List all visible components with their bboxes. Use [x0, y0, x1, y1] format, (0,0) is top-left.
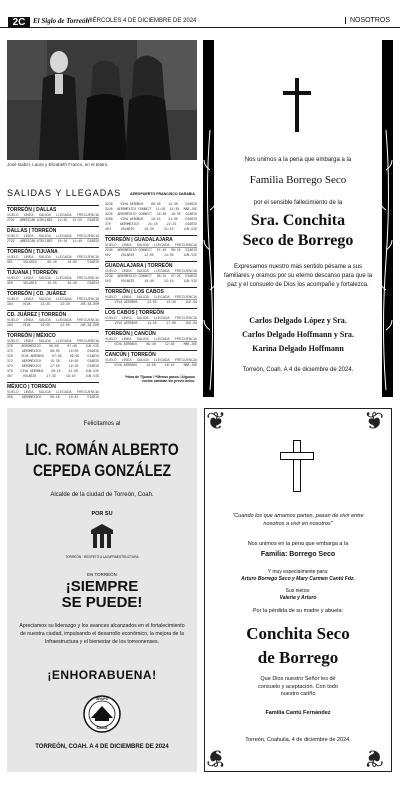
flight-cell: 13:10: [163, 279, 174, 283]
flight-cell: 13:00: [146, 363, 156, 367]
flight-column-header: FRECUENCIA: [174, 269, 197, 273]
flight-cell: 16:10: [164, 363, 175, 367]
black-obit-signer-2: Carlos Delgado Hoffmann y Sra.: [242, 330, 354, 339]
flight-cell: 184: [7, 302, 13, 306]
flight-cell: 11:40: [72, 239, 83, 243]
flight-cell: 19:15: [150, 217, 161, 221]
flight-row: [105, 321, 197, 326]
flight-column-header: FRECUENCIA: [174, 337, 197, 341]
flight-cell: AEROMÉXICO: [119, 222, 139, 226]
flight-column-header: SALIDA: [136, 316, 149, 320]
flight-route-title: CD. JUÁREZ | TORREÓN: [7, 310, 99, 318]
flight-column-header: LÍNEA: [23, 213, 34, 217]
flight-cell: DIARIO: [87, 218, 99, 222]
flight-cell: VIVA AEROBUS: [120, 217, 144, 221]
flight-route-title: GUADALAJARA | TORREÓN: [105, 261, 197, 269]
flight-route-title: LOS CABOS | TORREÓN: [105, 308, 197, 316]
flight-cell: 13:30: [166, 300, 176, 304]
page-number: 2C: [8, 17, 30, 28]
flight-column-header: LÍNEA: [121, 316, 132, 320]
flight-column-header: VUELO: [105, 269, 117, 273]
flight-column-header: FRECUENCIA: [76, 213, 99, 217]
ornate-name-2: de Borrego: [257, 648, 339, 667]
flight-row: [105, 279, 197, 284]
flight-column-header: LLEGADA: [56, 234, 72, 238]
flight-cell: 07:40: [156, 248, 167, 252]
flight-cell: 183: [7, 323, 13, 327]
flight-cell: 358: [7, 395, 13, 399]
flight-cell: 12:05: [144, 253, 154, 257]
flight-cell: 14:30: [169, 207, 180, 211]
flight-column-header: FRECUENCIA: [76, 390, 99, 394]
flight-row: [7, 218, 99, 223]
flight-column-header: VUELO: [105, 316, 117, 320]
flight-cell: 3240: [105, 202, 113, 206]
flight-cell: AEROMÉXICO: [21, 344, 41, 348]
flight-column-header: FRECUENCIA: [76, 255, 99, 259]
header-date: MIÉRCOLES 4 DE DICIEMBRE DE 2024: [86, 18, 197, 24]
flight-cell: 502: [105, 253, 111, 257]
flight-column-header: SALIDA: [38, 390, 51, 394]
black-obit-name-1: Sra. Conchita: [250, 212, 346, 229]
flight-column-header: FRECUENCIA: [76, 234, 99, 238]
flight-column-header: SALIDA: [38, 276, 51, 280]
flight-column-header: VUELO: [7, 390, 19, 394]
slogan-2: SE PUEDE!: [61, 594, 143, 611]
black-obit-name-2: Seco de Borrego: [242, 232, 354, 249]
flight-column-header: SALIDA: [38, 318, 51, 322]
flight-cell: AEROMÉXICO CONNECT: [117, 212, 152, 216]
flight-column-header: FRECUENCIA: [174, 316, 197, 320]
black-obit-signer-1: Carlos Delgado López y Sra.: [249, 316, 347, 325]
logo-caption: TORREÓN · RESPETO A LA INFRAESTRUCTURA: [65, 555, 139, 559]
flight-cell: 400: [7, 281, 13, 285]
flight-column-header: LÍNEA: [121, 243, 132, 247]
congrats-text: Apreciamos su liderazgo y los avances alcanzados en el fortalecimiento de nuestra ciudad, impulsando el desarrollo económico, la mejora de la Infraestructura y el bienestar de los torreonenses.: [19, 623, 185, 645]
flight-cell: 10:45: [68, 395, 79, 399]
flight-cell: 19:20: [68, 364, 79, 368]
flight-column-header: LLEGADA: [56, 213, 72, 217]
flight-cell: DIARIO: [87, 239, 99, 243]
enhorabuena: ¡ENHORABUENA!: [47, 668, 157, 682]
flight-column-header: LLEGADA: [154, 269, 170, 273]
cross-icon: [283, 78, 311, 132]
flight-cell: VOLARIS: [120, 279, 135, 283]
black-obit-message: Expresamos nuestro más sentido pésame a sus familiares y oramos por su eterno descanso para que la paz y el consuelo de Dios los acompañe y fortalezca.: [223, 264, 373, 288]
flight-cell: 13:25: [40, 302, 51, 306]
flight-cell: 09:10: [47, 260, 57, 264]
flight-cell: VIVA: [22, 323, 31, 327]
flight-cell: LUN-VIE: [183, 253, 197, 257]
flight-cell: 19:20: [144, 227, 154, 231]
ornate-intro: Nos unimos en la pena que embarga a la: [247, 541, 349, 547]
flight-cell: 20:20: [67, 281, 77, 285]
flight-cell: 320: [7, 354, 13, 358]
flight-row: [7, 302, 99, 307]
flight-column-header: LLEGADA: [56, 297, 72, 301]
ornate-place-date: Torreón, Coahuila, 4 de diciembre de 2024.: [245, 737, 351, 743]
flight-cell: DIARIO: [87, 364, 99, 368]
flights-table: [7, 182, 197, 397]
flight-cell: 10:40: [144, 279, 154, 283]
flight-route-title: TORREÓN | GUADALAJARA: [105, 235, 197, 243]
flight-cell: VOLARIS: [23, 260, 37, 264]
flight-cell: AEROMÉXICO: [21, 364, 41, 368]
flight-row: [7, 281, 99, 286]
flight-cell: 07:30: [52, 354, 62, 358]
photo-image: [7, 40, 197, 160]
flight-cell: 08:55: [171, 248, 181, 252]
flight-cell: JUE-SÁ: [185, 300, 197, 304]
ornate-loss: Por la pérdida de su madre y abuela:: [252, 608, 344, 614]
flight-cell: 10:10: [57, 239, 68, 243]
flight-cell: MAR-JUE: [183, 342, 197, 346]
flight-cell: 16:30: [156, 212, 167, 216]
black-obit-intro: Nos unimos a la pena que embarga a la: [244, 157, 352, 163]
flights-title: SALIDAS Y LLEGADAS: [7, 188, 122, 198]
ornate-nietos: Valeria y Arturo: [279, 595, 317, 601]
flight-column-header: LÍNEA: [23, 234, 34, 238]
flight-column-header: LÍNEA: [121, 358, 132, 362]
flight-cell: MAR-JUE: [183, 207, 197, 211]
black-obit-sentence: por el sensible fallecimiento de la: [253, 200, 343, 206]
ornate-quote: "Cuando los que amamos parten, pasan de vivir entre nosotros a vivir en nosotros": [232, 513, 364, 527]
flight-cell: 12:05: [147, 300, 157, 304]
flight-cell: 370: [7, 369, 13, 373]
flight-column-header: VUELO: [105, 295, 117, 299]
flight-column-header: SALIDA: [136, 337, 149, 341]
flight-cell: 12:00: [60, 323, 70, 327]
ornate-family: Familia: Borrego Seco: [260, 551, 336, 558]
flight-route-title: TIJUANA | TORREÓN: [7, 268, 99, 276]
flight-column-header: LLEGADA: [154, 337, 170, 341]
flight-route-title: CANCÚN | TORREÓN: [105, 350, 197, 358]
flight-route-title: TORREÓN | CD. JUÁREZ: [7, 289, 99, 297]
flight-cell: DIARIO: [185, 212, 197, 216]
flight-route-title: TORREÓN | CANCÚN: [105, 329, 197, 337]
flight-column-header: VUELO: [7, 255, 19, 259]
flight-route-title: TORREÓN | TIJUANA: [7, 247, 99, 255]
cross-outline-icon: [280, 440, 314, 492]
flight-cell: 12:40: [168, 202, 178, 206]
flight-column-header: LLEGADA: [56, 339, 72, 343]
flight-cell: 18:05: [171, 212, 181, 216]
ornate-signer: Familia Cantú Fernández: [265, 710, 331, 716]
flight-cell: 407: [7, 374, 13, 378]
flight-cell: JUE-SÁ-DOM: [79, 323, 99, 327]
flight-cell: VOLARIS: [23, 281, 37, 285]
flight-cell: AEROMÉXICO CONNECT: [116, 207, 152, 211]
congrats-name-1: LIC. ROMÁN ALBERTO: [25, 440, 179, 459]
flight-route-title: TORREÓN | MÉXICO: [7, 331, 99, 339]
flight-cell: 3208: [105, 217, 113, 221]
flight-row: [105, 227, 197, 232]
ornate-especial: Y muy especialmente para:: [267, 569, 329, 575]
flight-column-header: SALIDA: [38, 213, 51, 217]
flight-cell: 08:30: [150, 202, 161, 206]
black-obit-signer-3: Karina Delgado Hoffmann: [252, 344, 344, 353]
flight-cell: DIARIO: [87, 281, 99, 285]
flight-cell: 21:00: [168, 217, 178, 221]
flight-column-header: SALIDA: [136, 269, 149, 273]
flight-cell: 21:10: [163, 227, 174, 231]
flight-column-header: VUELO: [7, 234, 19, 238]
flight-cell: DIARIO: [185, 274, 197, 278]
black-obit-place-date: Torreón, Coah. A 4 de diciembre de 2024.: [242, 367, 354, 373]
flight-column-header: FRECUENCIA: [76, 318, 99, 322]
flight-cell: VOLARIS: [22, 374, 37, 378]
flight-column-header: FRECUENCIA: [76, 339, 99, 343]
flight-cell: 3235: [105, 212, 113, 216]
flight-column-header: FRECUENCIA: [174, 295, 197, 299]
flight-column-header: LLEGADA: [154, 295, 170, 299]
flight-column-header: SALIDA: [136, 295, 149, 299]
flight-cell: DIARIO: [185, 248, 197, 252]
flight-cell: 404: [105, 227, 111, 231]
flight-cell: VIVA: [22, 302, 31, 306]
flight-cell: AEROMÉXICO CONNECT: [117, 248, 152, 252]
flight-row: [105, 363, 197, 368]
flight-column-header: SALIDA: [136, 243, 149, 247]
flight-cell: LUN-VIE: [85, 344, 99, 348]
flight-cell: 10:00: [68, 349, 79, 353]
congrats-por-su: POR SU: [91, 511, 113, 517]
flight-cell: VIVA AEROBUS: [120, 202, 144, 206]
flight-cell: VIVA AEROBUS: [114, 300, 138, 304]
flight-cell: 10:55: [40, 323, 51, 327]
flight-cell: 16:50: [68, 359, 79, 363]
flight-cell: 09:40: [146, 342, 156, 346]
flight-column-header: VUELO: [7, 339, 19, 343]
flight-column-header: SALIDA: [38, 234, 51, 238]
flight-cell: AEROMÉXICO CONNECT: [117, 274, 152, 278]
flight-cell: DIARIO: [87, 349, 99, 353]
flight-cell: 10:05: [67, 260, 77, 264]
badge-text: GRUPO: [95, 697, 109, 701]
flight-cell: 373: [7, 364, 13, 368]
flight-row: [7, 239, 99, 244]
flight-cell: 12:30: [164, 342, 175, 346]
congrats-intro: Felicitamos al: [83, 421, 121, 427]
flight-column-header: LLEGADA: [154, 358, 170, 362]
corner-ornament-icon: ❦: [364, 744, 385, 772]
flight-cell: 09:10: [50, 395, 60, 399]
flight-cell: 503: [105, 279, 111, 283]
congrats-place-date: TORREÓN, COAH. A 4 DE DICIEMBRE DE 2024: [35, 744, 169, 750]
flight-cell: 17:35: [46, 374, 56, 378]
flight-row: [105, 253, 197, 258]
flight-cell: AEROMÉXICO: [21, 359, 41, 363]
flight-row: [7, 323, 99, 328]
flight-column-header: VUELO: [105, 358, 117, 362]
congrats-position: Alcalde de la ciudad de Torreón, Coah.: [50, 492, 154, 498]
flight-column-header: LÍNEA: [23, 390, 34, 394]
flight-route-title: DALLAS | TORREÓN: [7, 226, 99, 234]
social-photo: [7, 40, 197, 160]
flight-cell: LUN-VIE: [183, 279, 197, 283]
flight-column-header: LLEGADA: [56, 276, 72, 280]
flight-cell: DIARIO: [87, 395, 99, 399]
flight-row: [105, 300, 197, 305]
flight-column-header: FRECUENCIA: [174, 243, 197, 247]
flight-cell: 375: [7, 349, 13, 353]
flight-column-header: VUELO: [7, 318, 19, 322]
flights-left-column: [7, 202, 99, 400]
flight-cell: 06:10: [156, 274, 167, 278]
flight-column-header: SALIDA: [136, 358, 149, 362]
flight-cell: 21:30: [68, 369, 78, 373]
flight-cell: LUN-VIE: [85, 369, 99, 373]
flight-column-header: FRECUENCIA: [174, 358, 197, 362]
flight-cell: DIARIO: [87, 260, 99, 264]
flight-column-header: SALIDA: [38, 297, 51, 301]
flights-note: *Hora de Tijuana / **Menos pasos / Algunos vuelos cambian sin previo aviso.: [125, 375, 195, 383]
bridge-logo-icon: [89, 524, 115, 552]
flights-subtitle: AEROPUERTO FRANCISCO SARABIA: [129, 192, 195, 196]
flight-column-header: LÍNEA: [121, 337, 132, 341]
flight-route-title: TORREÓN | DALLAS: [7, 205, 99, 213]
ornate-names: Arturo Borrego Seco y Mary Carmen Cantú Fdz.: [241, 576, 355, 582]
flight-cell: 376: [7, 344, 13, 348]
newspaper-name: El Siglo de Torreón: [33, 17, 90, 25]
photo-caption: José Isabel, Laura y Elizabeth Franco, en el teatro.: [7, 162, 109, 167]
flight-cell: VIVA AEROBUS: [20, 369, 44, 373]
flight-cell: 370: [105, 222, 111, 226]
flight-cell: 372: [7, 359, 13, 363]
flight-cell: 11:50: [155, 207, 166, 211]
flight-cell: DIARIO: [185, 202, 197, 206]
flight-cell: 14:50: [163, 253, 174, 257]
flight-cell: VIVA AEROBUS: [20, 354, 44, 358]
flight-column-header: VUELO: [7, 213, 19, 217]
flight-route-title: MÉXICO | TORREÓN: [7, 382, 99, 390]
ornate-prayer: Que Dios nuestro Señor les dé consuelo y aceptación. Con todo nuestro cariño: [258, 676, 338, 697]
en-torreon: EN TORREÓN: [87, 572, 117, 577]
flight-cell: 21:10: [148, 222, 158, 226]
flight-cell: 13:30: [60, 302, 70, 306]
flight-column-header: SALIDA: [38, 339, 51, 343]
flight-column-header: LÍNEA: [121, 269, 132, 273]
flight-cell: 22:25: [166, 222, 177, 226]
flight-column-header: VUELO: [7, 297, 19, 301]
flight-cell: 15:55: [72, 218, 83, 222]
flight-cell: 15:35: [50, 359, 60, 363]
flight-column-header: FRECUENCIA: [76, 297, 99, 301]
flight-cell: 15:55: [47, 281, 57, 285]
flight-column-header: LÍNEA: [23, 318, 34, 322]
flight-column-header: LÍNEA: [121, 295, 132, 299]
flight-column-header: VUELO: [105, 337, 117, 341]
congrats-name-2: CEPEDA GONZÁLEZ: [32, 461, 172, 480]
flight-cell: DIARIO: [87, 359, 99, 363]
ornate-nietos-label: Sus nietos:: [285, 588, 311, 594]
flight-column-header: LLEGADA: [56, 255, 72, 259]
flight-cell: 19:10: [65, 374, 76, 378]
flight-cell: 2792: [7, 218, 15, 222]
flight-cell: JUE-SÁ-DOM: [79, 302, 99, 306]
flight-column-header: VUELO: [105, 243, 117, 247]
flight-row: [7, 395, 99, 400]
flight-cell: DIARIO: [185, 217, 197, 221]
flight-cell: 12:35: [57, 218, 68, 222]
flight-cell: VIVA AEROBUS: [114, 363, 138, 367]
flight-column-header: LÍNEA: [23, 255, 34, 259]
flight-cell: LUN-VIE: [183, 227, 197, 231]
flight-cell: MAR-JUE: [183, 363, 197, 367]
flight-cell: 2240: [105, 248, 113, 252]
flight-column-header: SALIDA: [38, 255, 51, 259]
flight-column-header: LÍNEA: [23, 297, 34, 301]
flight-row: [7, 374, 99, 379]
flight-column-header: LÍNEA: [23, 339, 34, 343]
ornate-name-1: Conchita Seco: [246, 624, 350, 643]
flight-row: [7, 260, 99, 265]
black-obit-family: Familia Borrego Seco: [249, 174, 347, 186]
flight-cell: VIVA AEROBUS: [114, 342, 138, 346]
corner-ornament-icon: ❦: [364, 407, 385, 435]
flight-route-title: TORREÓN | LOS CABOS: [105, 287, 197, 295]
flight-column-header: FRECUENCIA: [76, 276, 99, 280]
flight-column-header: LLEGADA: [154, 316, 170, 320]
flight-cell: 401: [7, 260, 13, 264]
flight-cell: 2792: [7, 239, 15, 243]
corner-ornament-icon: ❦: [206, 744, 227, 772]
flight-cell: 07:25: [171, 274, 181, 278]
flight-cell: AMERICAN AIRLINES: [19, 218, 53, 222]
flight-cell: VOLARIS: [120, 253, 135, 257]
flight-column-header: LLEGADA: [56, 390, 72, 394]
flight-cell: DIARIO: [185, 222, 197, 226]
flight-cell: 2236: [105, 274, 113, 278]
flight-cell: 17:50: [50, 364, 60, 368]
slogan-1: ¡SIEMPRE: [65, 578, 139, 595]
flight-cell: VIVA AEROBUS: [114, 321, 138, 325]
flight-cell: AEROMÉXICO: [21, 349, 41, 353]
flight-cell: 07:40: [67, 344, 77, 348]
badge-bottom: SIMSA: [96, 726, 108, 730]
section-name: NOSOTROS: [345, 17, 390, 24]
flight-cell: 06:00: [49, 344, 59, 348]
flight-cell: JUE-SÁ: [185, 321, 197, 325]
flight-cell: AEROMÉXICO: [21, 395, 41, 399]
flight-column-header: LLEGADA: [56, 318, 72, 322]
flight-column-header: LLEGADA: [154, 243, 170, 247]
flight-cell: LUN-VIE: [85, 374, 99, 378]
flight-cell: 3245: [105, 207, 113, 211]
flight-column-header: VUELO: [7, 276, 19, 280]
flight-cell: AMERICAN AIRLINES: [19, 239, 53, 243]
flight-cell: 09:05: [69, 354, 80, 358]
flights-right-column: [105, 202, 197, 368]
flight-cell: 08:05: [50, 349, 60, 353]
flight-column-header: LÍNEA: [23, 276, 34, 280]
flight-cell: 13:50: [147, 321, 157, 325]
flight-cell: DIARIO: [87, 354, 99, 358]
corner-ornament-icon: ❦: [206, 407, 227, 435]
flight-cell: 17:00: [166, 321, 176, 325]
flight-row: [105, 342, 197, 347]
flight-cell: VOLARIS: [120, 227, 135, 231]
flight-cell: 20:10: [51, 369, 61, 373]
